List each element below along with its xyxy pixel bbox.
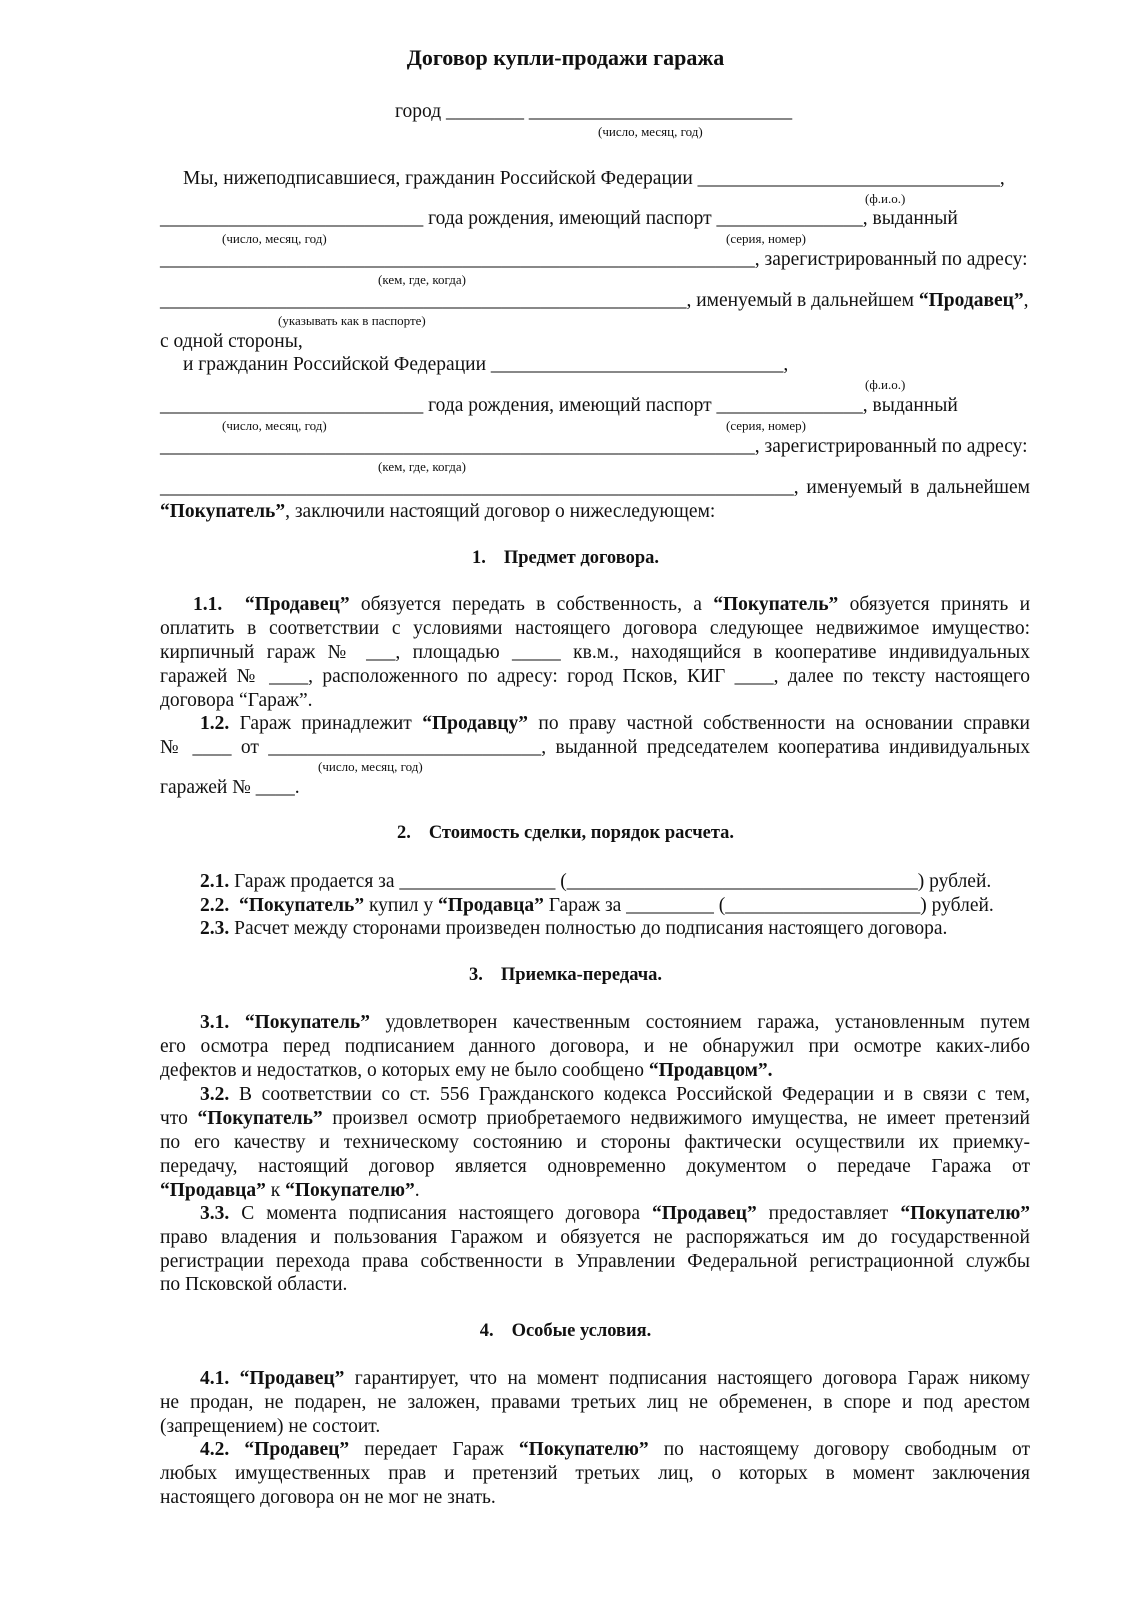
clause-1-1-line-3: кирпичный гараж № ___, площадью _____ кв.м., находящийся в кооперативе индивидуальных <box>160 642 1030 663</box>
passport-series-hint: (серия, номер) <box>726 231 806 246</box>
clause-1-1-line-5: договора “Гараж”. <box>160 690 313 711</box>
party-buyer-name-line: и гражданин Российской Федерации ______________________________, <box>183 354 789 375</box>
clause-3-2-line-4: передачу, настоящий договор является одновременно документом о передаче Гаража от <box>160 1156 1030 1177</box>
clause-2-3: 2.3. Расчет между сторонами произведен полностью до подписания настоящего договора. <box>200 918 948 939</box>
clause-2-1: 2.1. Гараж продается за ________________ (____________________________________) рублей. <box>200 871 992 892</box>
clause-4-2-line-3: настоящего договора он не мог не знать. <box>160 1487 496 1508</box>
section-2-heading: 2. Стоимость сделки, порядок расчета. <box>396 823 735 843</box>
section-3-heading: 3. Приемка-передача. <box>468 965 663 985</box>
date-hint: (число, месяц, год) <box>318 759 423 774</box>
birth-date-hint: (число, месяц, год) <box>222 231 327 246</box>
clause-3-1-line-3: дефектов и недостатков, о которых ему не было сообщено “Продавцом”. <box>160 1060 773 1081</box>
passport-series-hint: (серия, номер) <box>726 418 806 433</box>
section-4-heading: 4. Особые условия. <box>479 1321 652 1341</box>
clause-4-2: 4.2. “Продавец” передает Гараж “Покупателю” по настоящему договору свободным от <box>200 1439 1031 1460</box>
clause-3-3-line-2: право владения и пользования Гаражом и обязуется не распоряжаться им до государственной <box>160 1227 1030 1248</box>
clause-4-2-line-2: любых имущественных прав и претензий третьих лиц, о которых в момент заключения <box>160 1463 1030 1484</box>
birth-date-hint: (число, месяц, год) <box>222 418 327 433</box>
buyer-defined-line: “Покупатель”, заключили настоящий договор о нижеследующем: <box>160 501 716 522</box>
clause-2-2: 2.2. “Покупатель” купил у “Продавца” Гараж за _________ (____________________) рублей. <box>200 895 994 916</box>
fio-hint: (ф.и.о.) <box>865 377 906 392</box>
clause-1-2-line-3: гаражей № ____. <box>160 777 300 798</box>
one-side-line: с одной стороны, <box>160 331 303 352</box>
section-1-heading: 1. Предмет договора. <box>471 548 660 568</box>
party-seller-name-line: Мы, нижеподписавшиеся, гражданин Российской Федерации _______________________________, <box>183 168 1005 189</box>
party-seller-address-line: ______________________________________________________, именуемый в дальнейшем “Продавец”, <box>160 290 1029 311</box>
date-hint: (число, месяц, год) <box>598 124 703 139</box>
passport-as-hint: (указывать как в паспорте) <box>278 313 426 328</box>
clause-3-3: 3.3. С момента подписания настоящего договора “Продавец” предоставляет “Покупателю” <box>200 1203 1030 1224</box>
party-seller-issuer-line: _____________________________________________________________, зарегистрированный по адресу: <box>160 249 1028 270</box>
fio-hint: (ф.и.о.) <box>865 191 906 206</box>
document-title: Договор купли-продажи гаража <box>406 45 725 70</box>
clause-3-2-line-5: “Продавца” к “Покупателю”. <box>160 1180 420 1201</box>
party-seller-passport-line: ___________________________ года рождения, имеющий паспорт _______________, выданный <box>160 208 958 229</box>
clause-3-2-line-3: по его качеству и техническому состоянию и стороны фактически осуществили их приемку- <box>160 1132 1030 1153</box>
issuer-hint: (кем, где, когда) <box>378 272 466 287</box>
clause-4-1-line-3: (запрещением) не состоит. <box>160 1416 381 1437</box>
clause-3-3-line-3: регистрации перехода права собственности в Управлении Федеральной регистрационной службы <box>160 1251 1030 1272</box>
clause-3-1: 3.1. “Покупатель” удовлетворен качественным состоянием гаража, установленным путем <box>200 1012 1030 1033</box>
party-buyer-address-line: _________________________________________________________________, именуемый в дальнейшем <box>160 477 1030 498</box>
clause-3-2-line-2: что “Покупатель” произвел осмотр приобретаемого недвижимого имущества, не имеет претензий <box>160 1108 1030 1129</box>
clause-1-2-line-2: № ____ от ____________________________, выданной председателем кооператива индивидуальных <box>160 737 1030 758</box>
clause-3-1-line-2: его осмотра перед подписанием данного договора, и не обнаружил при осмотре каких-либо <box>160 1036 1030 1057</box>
issuer-hint: (кем, где, когда) <box>378 459 466 474</box>
clause-1-1-line-2: оплатить в соответствии с условиями настоящего договора следующее недвижимое имущество: <box>160 618 1030 639</box>
party-buyer-passport-line: ___________________________ года рождения, имеющий паспорт _______________, выданный <box>160 395 958 416</box>
city-date-line: город ________ ___________________________ <box>395 101 793 122</box>
clause-3-3-line-4: по Псковской области. <box>160 1274 348 1295</box>
clause-1-2: 1.2. Гараж принадлежит “Продавцу” по праву частной собственности на основании справки <box>200 713 1030 734</box>
clause-3-2: 3.2. В соответствии со ст. 556 Гражданского кодекса Российской Федерации и в связи с тем, <box>200 1084 1030 1105</box>
clause-4-1-line-2: не продан, не подарен, не заложен, правами третьих лиц не обременен, в споре и под арестом <box>160 1392 1030 1413</box>
clause-4-1: 4.1. “Продавец” гарантирует, что на момент подписания настоящего договора Гараж никому <box>200 1368 1030 1389</box>
clause-1-1-line-4: гаражей № ____, расположенного по адресу: город Псков, КИГ ____, далее по тексту настоящего <box>160 666 1030 687</box>
clause-1-1: 1.1. “Продавец” обязуется передать в собственность, а “Покупатель” обязуется принять и <box>193 594 1031 615</box>
party-buyer-issuer-line: _____________________________________________________________, зарегистрированный по адресу: <box>160 436 1028 457</box>
